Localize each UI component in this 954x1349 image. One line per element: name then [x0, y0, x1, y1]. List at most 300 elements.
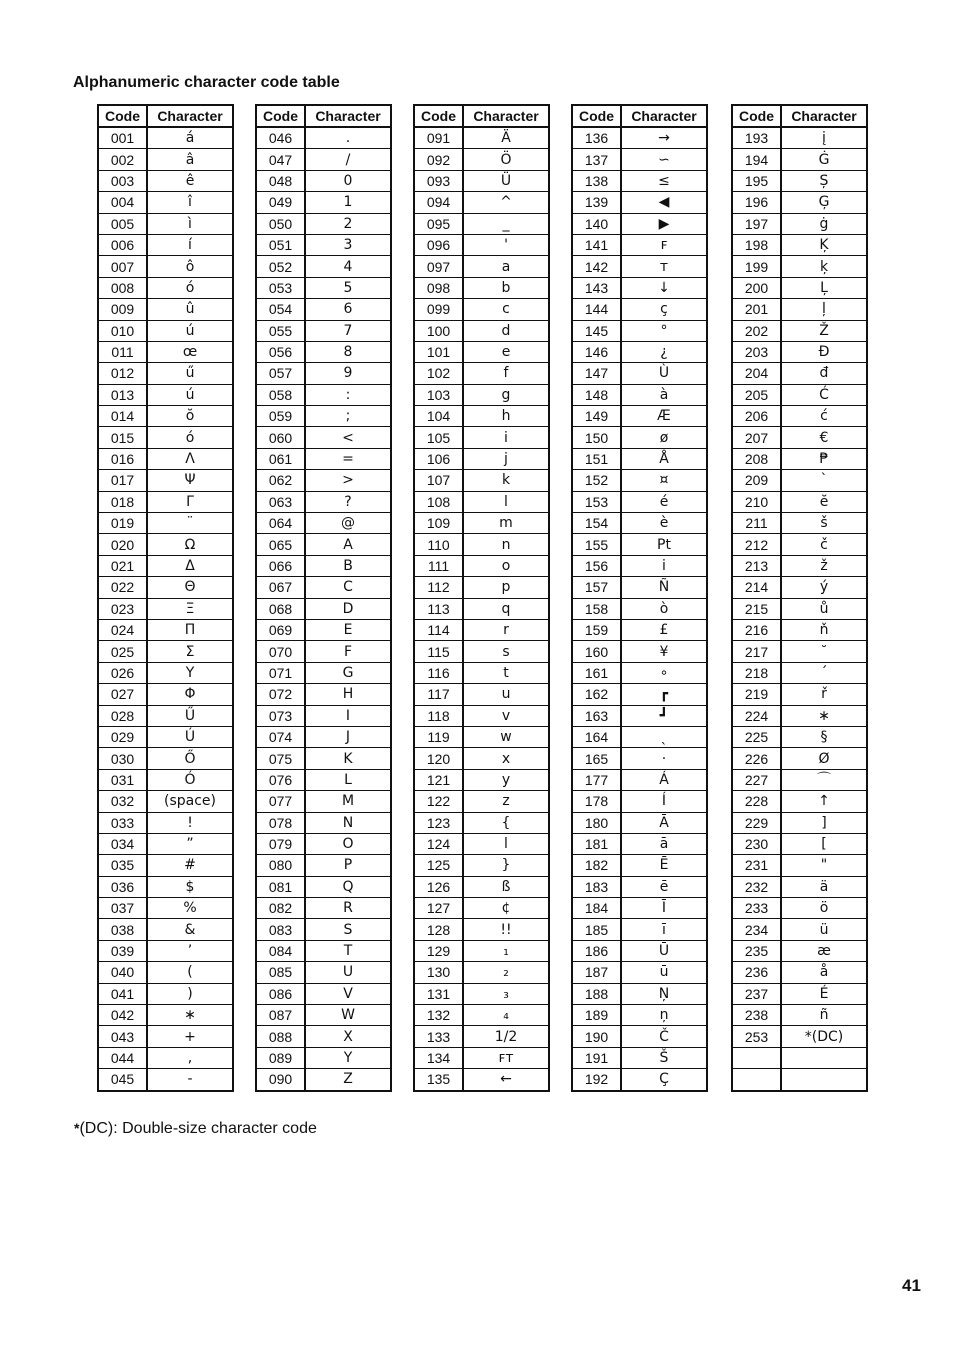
table-row	[572, 320, 707, 341]
code-cell: 025	[98, 641, 147, 662]
code-cell: 237	[732, 983, 781, 1004]
character-cell: )	[147, 983, 233, 1004]
table-row	[732, 833, 867, 854]
table-row	[414, 406, 549, 427]
table-row	[414, 127, 549, 149]
code-cell: 111	[414, 555, 463, 576]
code-cell: 227	[732, 769, 781, 790]
code-cell	[732, 1069, 781, 1091]
code-cell: 197	[732, 213, 781, 234]
code-cell: 035	[98, 855, 147, 876]
code-cell: 194	[732, 149, 781, 170]
character-cell: Đ	[781, 341, 867, 362]
code-cell: 127	[414, 898, 463, 919]
table-row	[256, 406, 391, 427]
character-cell: ¨	[147, 513, 233, 534]
character-cell: Ç	[621, 1069, 707, 1091]
code-cell: 231	[732, 855, 781, 876]
table-row	[732, 256, 867, 277]
table-row	[572, 427, 707, 448]
code-cell: 104	[414, 406, 463, 427]
character-cell: !!	[463, 919, 549, 940]
character-cell: d	[463, 320, 549, 341]
character-cell: Ø	[781, 748, 867, 769]
character-cell: J	[305, 726, 391, 747]
table-row	[256, 641, 391, 662]
code-cell: 236	[732, 962, 781, 983]
table-row	[98, 1047, 233, 1068]
code-cell: 139	[572, 192, 621, 213]
table-row	[572, 983, 707, 1004]
table-row	[98, 127, 233, 149]
table-row	[256, 898, 391, 919]
table-row	[256, 427, 391, 448]
table-row	[98, 662, 233, 683]
code-cell: 135	[414, 1069, 463, 1091]
character-cell: D	[305, 598, 391, 619]
table-row	[98, 277, 233, 298]
code-cell: 253	[732, 1026, 781, 1047]
code-cell: 087	[256, 1005, 305, 1026]
table-row	[732, 406, 867, 427]
code-cell: 062	[256, 470, 305, 491]
table-row	[98, 898, 233, 919]
character-cell: Ψ	[147, 470, 233, 491]
table-row	[256, 127, 391, 149]
code-cell: 213	[732, 555, 781, 576]
code-cell: 064	[256, 513, 305, 534]
character-cell: ū	[621, 962, 707, 983]
code-cell: 208	[732, 448, 781, 469]
table-row	[98, 534, 233, 555]
table-row	[414, 1005, 549, 1026]
code-cell: 113	[414, 598, 463, 619]
code-cell: 157	[572, 577, 621, 598]
code-cell: 200	[732, 277, 781, 298]
character-cell: 9	[305, 363, 391, 384]
code-cell: 014	[98, 406, 147, 427]
code-cell: 029	[98, 726, 147, 747]
table-header-row	[256, 105, 391, 127]
code-cell: 137	[572, 149, 621, 170]
code-cell: 048	[256, 170, 305, 191]
table-row	[414, 769, 549, 790]
code-cell: 096	[414, 234, 463, 255]
character-cell: (space)	[147, 791, 233, 812]
table-row	[414, 1026, 549, 1047]
table-row	[572, 855, 707, 876]
table-header-row	[572, 105, 707, 127]
code-cell: 002	[98, 149, 147, 170]
code-cell: 057	[256, 363, 305, 384]
table-row	[98, 598, 233, 619]
code-cell: 103	[414, 384, 463, 405]
table-row	[572, 662, 707, 683]
code-cell: 136	[572, 127, 621, 149]
character-cell: Ű	[147, 705, 233, 726]
code-table-5	[731, 104, 868, 1092]
code-cell: 150	[572, 427, 621, 448]
table-row	[572, 192, 707, 213]
table-row	[98, 876, 233, 897]
table-row	[414, 983, 549, 1004]
code-cell: 076	[256, 769, 305, 790]
table-row	[572, 833, 707, 854]
character-cell: E	[305, 619, 391, 640]
character-cell: W	[305, 1005, 391, 1026]
character-cell: :	[305, 384, 391, 405]
code-cell: 203	[732, 341, 781, 362]
code-cell: 006	[98, 234, 147, 255]
table-row	[414, 962, 549, 983]
table-row	[732, 619, 867, 640]
code-cell: 156	[572, 555, 621, 576]
code-cell: 106	[414, 448, 463, 469]
code-cell: 045	[98, 1069, 147, 1091]
table-row	[732, 363, 867, 384]
character-cell: ý	[781, 577, 867, 598]
character-cell: R	[305, 898, 391, 919]
character-cell: 7	[305, 320, 391, 341]
code-cell: 085	[256, 962, 305, 983]
character-cell: c	[463, 299, 549, 320]
table-row	[732, 170, 867, 191]
table-row	[256, 919, 391, 940]
character-cell: Ā	[621, 812, 707, 833]
code-cell: 116	[414, 662, 463, 683]
table-row	[732, 919, 867, 940]
code-cell: 090	[256, 1069, 305, 1091]
code-cell: 032	[98, 791, 147, 812]
code-cell: 228	[732, 791, 781, 812]
table-row	[732, 769, 867, 790]
code-cell: 181	[572, 833, 621, 854]
code-cell: 199	[732, 256, 781, 277]
column-header-character: Character	[621, 105, 707, 127]
table-row	[572, 363, 707, 384]
table-row	[572, 769, 707, 790]
table-header-row	[414, 105, 549, 127]
table-row	[98, 791, 233, 812]
code-cell: 119	[414, 726, 463, 747]
character-cell: o	[463, 555, 549, 576]
table-row	[414, 705, 549, 726]
code-cell: 078	[256, 812, 305, 833]
character-cell: ň	[781, 619, 867, 640]
table-row	[732, 812, 867, 833]
character-cell: I	[305, 705, 391, 726]
code-cell: 054	[256, 299, 305, 320]
table-row	[414, 256, 549, 277]
table-row	[572, 513, 707, 534]
code-cell: 224	[732, 705, 781, 726]
table-row	[414, 299, 549, 320]
character-cell: ó	[147, 427, 233, 448]
character-cell: ;	[305, 406, 391, 427]
code-cell: 126	[414, 876, 463, 897]
table-row	[414, 341, 549, 362]
character-cell: ô	[147, 256, 233, 277]
character-cell: ▶	[621, 213, 707, 234]
code-cell: 196	[732, 192, 781, 213]
code-cell: 063	[256, 491, 305, 512]
code-table-3	[413, 104, 550, 1092]
character-cell: Θ	[147, 577, 233, 598]
table-row	[572, 940, 707, 961]
code-cell: 226	[732, 748, 781, 769]
character-cell: ¤	[621, 470, 707, 491]
code-cell: 149	[572, 406, 621, 427]
table-row	[256, 213, 391, 234]
table-row	[98, 833, 233, 854]
code-cell: 034	[98, 833, 147, 854]
character-cell: →	[621, 127, 707, 149]
code-cell: 161	[572, 662, 621, 683]
table-row	[572, 898, 707, 919]
table-row	[572, 299, 707, 320]
character-cell: Í	[621, 791, 707, 812]
table-row	[572, 791, 707, 812]
table-row	[414, 1069, 549, 1091]
code-cell: 129	[414, 940, 463, 961]
code-cell: 193	[732, 127, 781, 149]
character-cell: ú	[147, 320, 233, 341]
table-row	[256, 470, 391, 491]
table-row	[732, 491, 867, 512]
character-cell: ņ	[621, 1005, 707, 1026]
table-row	[98, 919, 233, 940]
code-cell: 235	[732, 940, 781, 961]
table-row	[256, 491, 391, 512]
character-cell: >	[305, 470, 391, 491]
code-cell: 202	[732, 320, 781, 341]
character-cell: ú	[147, 384, 233, 405]
code-cell: 162	[572, 684, 621, 705]
character-cell: 4	[305, 256, 391, 277]
table-row	[256, 277, 391, 298]
character-cell: Ä	[463, 127, 549, 149]
code-cell: 165	[572, 748, 621, 769]
table-row	[414, 812, 549, 833]
code-cell: 015	[98, 427, 147, 448]
character-cell: z	[463, 791, 549, 812]
character-cell: Ņ	[621, 983, 707, 1004]
character-cell: ₄	[463, 1005, 549, 1026]
code-cell: 075	[256, 748, 305, 769]
code-cell: 037	[98, 898, 147, 919]
character-cell: G	[305, 662, 391, 683]
character-cell: Q	[305, 876, 391, 897]
table-row	[414, 876, 549, 897]
code-cell: 141	[572, 234, 621, 255]
character-cell: û	[147, 299, 233, 320]
code-cell: 133	[414, 1026, 463, 1047]
table-row	[732, 791, 867, 812]
table-row	[414, 192, 549, 213]
table-row	[732, 127, 867, 149]
code-cell	[732, 1047, 781, 1068]
table-row	[256, 684, 391, 705]
character-cell: M	[305, 791, 391, 812]
table-row	[572, 341, 707, 362]
table-row	[732, 470, 867, 491]
character-cell: +	[147, 1026, 233, 1047]
table-row	[572, 234, 707, 255]
table-row	[732, 705, 867, 726]
code-cell: 120	[414, 748, 463, 769]
character-cell: ī	[621, 919, 707, 940]
code-cell: 209	[732, 470, 781, 491]
character-cell: ·	[621, 748, 707, 769]
character-cell: Ķ	[781, 234, 867, 255]
code-cell: 185	[572, 919, 621, 940]
code-cell: 143	[572, 277, 621, 298]
character-cell: ∘	[621, 662, 707, 683]
table-row	[256, 1005, 391, 1026]
character-cell: H	[305, 684, 391, 705]
character-cell: ķ	[781, 256, 867, 277]
table-row	[572, 1005, 707, 1026]
table-row	[732, 534, 867, 555]
character-cell: ᴛ	[621, 256, 707, 277]
code-cell: 234	[732, 919, 781, 940]
character-cell: æ	[781, 940, 867, 961]
table-row	[732, 983, 867, 1004]
character-cell: a	[463, 256, 549, 277]
table-row	[256, 513, 391, 534]
code-cell: 088	[256, 1026, 305, 1047]
code-cell: 148	[572, 384, 621, 405]
code-cell: 217	[732, 641, 781, 662]
character-cell: ž	[781, 555, 867, 576]
column-header-code: Code	[732, 105, 781, 127]
code-cell: 225	[732, 726, 781, 747]
table-row	[414, 598, 549, 619]
code-cell: 229	[732, 812, 781, 833]
column-header-code: Code	[98, 105, 147, 127]
character-cell: $	[147, 876, 233, 897]
table-row	[98, 726, 233, 747]
table-row	[572, 213, 707, 234]
character-cell: ⌒	[781, 769, 867, 790]
table-row	[98, 192, 233, 213]
code-cell: 205	[732, 384, 781, 405]
code-cell: 099	[414, 299, 463, 320]
character-cell: Ω	[147, 534, 233, 555]
table-row	[572, 277, 707, 298]
code-cell: 080	[256, 855, 305, 876]
table-row	[256, 234, 391, 255]
character-cell: v	[463, 705, 549, 726]
code-cell: 013	[98, 384, 147, 405]
character-cell: ß	[463, 876, 549, 897]
table-row	[98, 470, 233, 491]
table-row	[414, 427, 549, 448]
code-cell: 152	[572, 470, 621, 491]
table-row	[414, 940, 549, 961]
character-cell: n	[463, 534, 549, 555]
code-cell: 142	[572, 256, 621, 277]
character-cell: Φ	[147, 684, 233, 705]
table-row	[98, 641, 233, 662]
code-cell: 118	[414, 705, 463, 726]
character-cell: '	[463, 234, 549, 255]
code-cell: 069	[256, 619, 305, 640]
code-cell: 084	[256, 940, 305, 961]
table-row	[98, 299, 233, 320]
table-row	[732, 341, 867, 362]
code-cell: 163	[572, 705, 621, 726]
table-row	[98, 855, 233, 876]
table-row	[414, 791, 549, 812]
character-cell: é	[621, 491, 707, 512]
character-cell: S	[305, 919, 391, 940]
code-cell: 024	[98, 619, 147, 640]
character-cell: 8	[305, 341, 391, 362]
code-cell: 005	[98, 213, 147, 234]
table-row	[98, 1069, 233, 1091]
character-cell: ’	[147, 940, 233, 961]
table-row	[732, 598, 867, 619]
character-cell: Σ	[147, 641, 233, 662]
table-row	[98, 491, 233, 512]
character-cell: _	[463, 213, 549, 234]
character-cell: /	[305, 149, 391, 170]
character-cell: Ñ	[621, 577, 707, 598]
character-cell: l	[463, 491, 549, 512]
code-cell: 046	[256, 127, 305, 149]
character-cell: K	[305, 748, 391, 769]
code-cell: 130	[414, 962, 463, 983]
character-cell: r	[463, 619, 549, 640]
character-cell: ñ	[781, 1005, 867, 1026]
code-cell: 059	[256, 406, 305, 427]
code-cell: 112	[414, 577, 463, 598]
character-cell: x	[463, 748, 549, 769]
character-cell: ₂	[463, 962, 549, 983]
character-cell: l	[463, 833, 549, 854]
character-cell: ∗	[781, 705, 867, 726]
code-cell: 154	[572, 513, 621, 534]
code-cell: 164	[572, 726, 621, 747]
character-cell: Ő	[147, 748, 233, 769]
table-row	[414, 898, 549, 919]
code-cell: 093	[414, 170, 463, 191]
character-cell: Ī	[621, 898, 707, 919]
table-row	[732, 427, 867, 448]
table-row	[414, 470, 549, 491]
code-cell: 043	[98, 1026, 147, 1047]
character-cell: u	[463, 684, 549, 705]
table-row	[256, 769, 391, 790]
character-cell: -	[147, 1069, 233, 1091]
character-cell: &	[147, 919, 233, 940]
page-number: 41	[902, 1276, 921, 1295]
code-cell: 108	[414, 491, 463, 512]
character-cell: i	[621, 555, 707, 576]
character-cell: ₁	[463, 940, 549, 961]
character-cell: ˎ	[621, 726, 707, 747]
table-row	[572, 705, 707, 726]
table-row	[256, 149, 391, 170]
character-cell: è	[621, 513, 707, 534]
character-cell: m	[463, 513, 549, 534]
code-cell: 058	[256, 384, 305, 405]
table-row	[732, 1026, 867, 1047]
code-cell: 056	[256, 341, 305, 362]
table-row	[98, 234, 233, 255]
character-cell: w	[463, 726, 549, 747]
